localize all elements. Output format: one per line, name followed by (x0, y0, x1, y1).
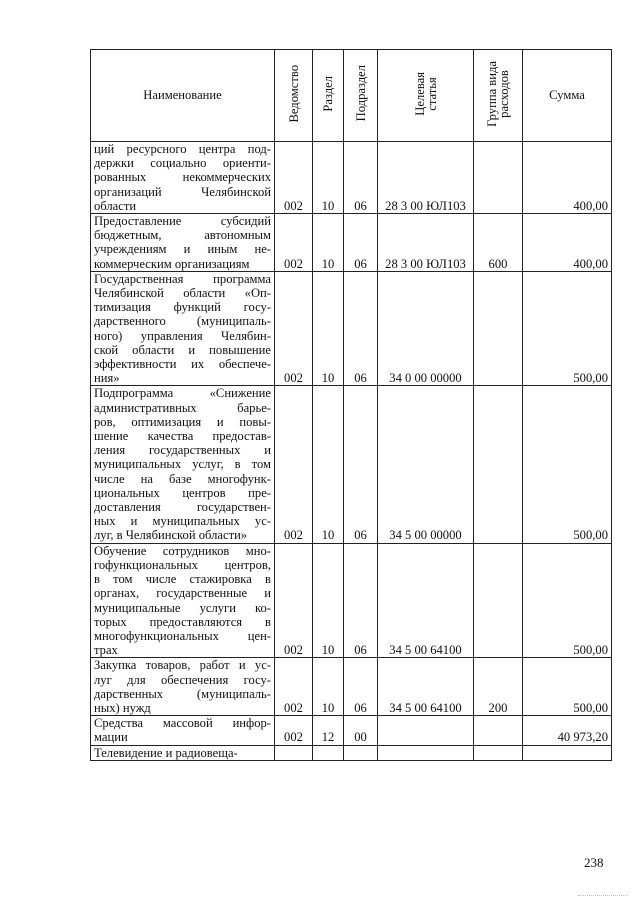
cell-section: 10 (313, 142, 344, 214)
cell-expense-group (474, 142, 523, 214)
header-sum: Сумма (523, 50, 612, 142)
cell-target (378, 745, 474, 760)
cell-department: 002 (275, 142, 313, 214)
cell-section: 10 (313, 543, 344, 658)
cell-department: 002 (275, 214, 313, 272)
cell-target: 34 0 00 00000 (378, 271, 474, 386)
cell-section: 12 (313, 716, 344, 745)
cell-name: Обучение сотрудников мно- гофункциональных центров, в том числе стажировка в органах, государственные и муниципальные услуги ко- торых предоставляются в многофункциональных цен- трах (91, 543, 275, 658)
cell-sum: 400,00 (523, 214, 612, 272)
cell-subsection: 06 (344, 214, 378, 272)
cell-expense-group (474, 386, 523, 543)
cell-name: Предоставление субсидий бюджетным, автономным учреждениям и иным не- коммерческим организациям (91, 214, 275, 272)
cell-name: Подпрограмма «Снижение административных барье- ров, оптимизация и повы- шение качества предостав- ления государственных и муниципальных услуг, в том числе на базе многофунк- циональных центров пре- доставления государствен- ных и муниципальных ус- луг, в Челябинской области» (91, 386, 275, 543)
cell-department: 002 (275, 658, 313, 716)
cell-sum: 40 973,20 (523, 716, 612, 745)
cell-target: 28 3 00 ЮЛ103 (378, 214, 474, 272)
cell-subsection: 06 (344, 271, 378, 386)
cell-name: ций ресурсного центра под- держки социально ориенти- рованных некоммерческих организаций Челябинской области (91, 142, 275, 214)
cell-target: 34 5 00 00000 (378, 386, 474, 543)
cell-department: 002 (275, 716, 313, 745)
cell-subsection: 06 (344, 142, 378, 214)
cell-section: 10 (313, 386, 344, 543)
cell-sum: 500,00 (523, 543, 612, 658)
table-row (91, 386, 612, 543)
cell-subsection (344, 745, 378, 760)
cell-expense-group (474, 745, 523, 760)
cell-name: Телевидение и радиовеща- (91, 745, 275, 760)
cell-expense-group: 600 (474, 214, 523, 272)
budget-table (90, 49, 612, 761)
cell-target (378, 716, 474, 745)
table-row (91, 214, 612, 272)
cell-subsection: 00 (344, 716, 378, 745)
cell-subsection: 06 (344, 543, 378, 658)
cell-expense-group (474, 543, 523, 658)
cell-sum: 500,00 (523, 658, 612, 716)
table-row (91, 543, 612, 658)
cell-target: 34 5 00 64100 (378, 543, 474, 658)
cell-expense-group (474, 716, 523, 745)
header-expense-group: Группа вида расходов (474, 50, 523, 142)
cell-name: Государственная программа Челябинской области «Оп- тимизация функций госу- дарственного (муниципаль- ного) управления Челябин- ской области и повышение эффективности их обеспече- ния» (91, 271, 275, 386)
cell-sum (523, 745, 612, 760)
cell-sum: 500,00 (523, 386, 612, 543)
cell-target: 28 3 00 ЮЛ103 (378, 142, 474, 214)
table-row (91, 271, 612, 386)
header-name: Наименование (91, 50, 275, 142)
cell-name: Закупка товаров, работ и ус- луг для обеспечения госу- дарственных (муниципаль- ных) нужд (91, 658, 275, 716)
cell-department: 002 (275, 271, 313, 386)
cell-section (313, 745, 344, 760)
cell-expense-group: 200 (474, 658, 523, 716)
cell-name: Средства массовой инфор- мации (91, 716, 275, 745)
table-row (91, 716, 612, 745)
cell-section: 10 (313, 214, 344, 272)
scan-artifact (578, 895, 628, 897)
header-section: Раздел (313, 50, 344, 142)
cell-subsection: 06 (344, 658, 378, 716)
table-row (91, 658, 612, 716)
table-row (91, 142, 612, 214)
cell-department: 002 (275, 543, 313, 658)
cell-section: 10 (313, 658, 344, 716)
cell-expense-group (474, 271, 523, 386)
header-subsection: Подраздел (344, 50, 378, 142)
page-number: 238 (584, 855, 604, 870)
cell-section: 10 (313, 271, 344, 386)
cell-target: 34 5 00 64100 (378, 658, 474, 716)
table-row (91, 745, 612, 760)
table-header-row (91, 50, 612, 142)
header-target: Целевая статья (378, 50, 474, 142)
cell-subsection: 06 (344, 386, 378, 543)
cell-department (275, 745, 313, 760)
cell-department: 002 (275, 386, 313, 543)
cell-sum: 500,00 (523, 271, 612, 386)
cell-sum: 400,00 (523, 142, 612, 214)
header-department: Ведомство (275, 50, 313, 142)
